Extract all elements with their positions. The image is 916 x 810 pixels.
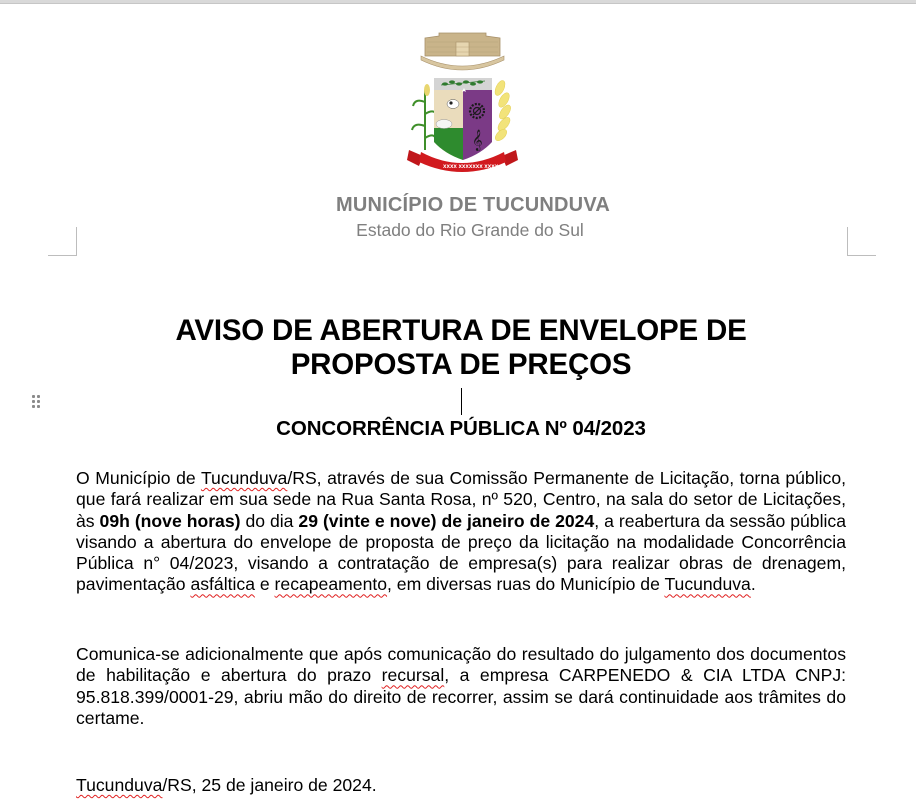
p2-text: , a empresa CARPENEDO & CIA LTDA CNPJ: 95.818.399/0001-29, abriu mão do direito de recorrer, assim se dará continuidade aos trâmites do certame. bbox=[76, 665, 846, 728]
p1-text: O Município de bbox=[76, 468, 201, 488]
p1-text: e bbox=[254, 574, 275, 595]
paragraph-1[interactable] bbox=[76, 468, 846, 596]
p1-bold-time: 09h (nove horas) bbox=[99, 510, 241, 531]
spellcheck-word[interactable]: recursal bbox=[381, 665, 445, 686]
p1-text: , em diversas ruas do Município de bbox=[387, 574, 665, 595]
org-state: Estado do Rio Grande do Sul bbox=[356, 220, 584, 240]
title-line-2: PROPOSTA DE PREÇOS bbox=[290, 348, 632, 381]
document-page[interactable] bbox=[0, 4, 916, 810]
p1-text: /RS, através de sua Comissão Permanente de Licitação, torna público, que fará realizar em sua sede na Rua Santa Rosa, nº 520, Centro, na sala do setor de Licitações, às bbox=[76, 468, 846, 531]
spellcheck-word[interactable]: recapeamento bbox=[274, 574, 388, 595]
text-cursor bbox=[461, 388, 462, 415]
sign-text: /RS, 25 de janeiro de 2024. bbox=[162, 775, 377, 795]
drag-handle-icon[interactable] bbox=[32, 395, 41, 408]
spellcheck-word[interactable]: Tucunduva bbox=[664, 574, 751, 595]
p1-text: do dia bbox=[240, 510, 299, 531]
document-subtitle: CONCORRÊNCIA PÚBLICA Nº 04/2023 bbox=[276, 417, 646, 440]
document-title bbox=[0, 314, 916, 382]
title-line-1: AVISO DE ABERTURA DE ENVELOPE DE bbox=[175, 314, 747, 347]
crop-mark-right bbox=[847, 227, 876, 256]
svg-text:XXXX XXXXXXX XXXX: XXXX XXXXXXX XXXX bbox=[443, 165, 499, 170]
crop-mark-left bbox=[48, 227, 77, 256]
municipal-crest-icon bbox=[405, 32, 520, 174]
spellcheck-word[interactable]: asfáltica bbox=[190, 574, 255, 595]
org-name: MUNICÍPIO DE TUCUNDUVA bbox=[335, 194, 611, 216]
p1-text: , a reabertura da sessão pública visando a abertura do envelope de proposta de preço da licitação na modalidade Concorrência Pública n° 04/2023, visando a contratação de empresa(s) para realizar obras de drenagem, pavimentação bbox=[76, 510, 846, 595]
paragraph-2[interactable] bbox=[76, 644, 846, 729]
signature-date-line[interactable] bbox=[76, 775, 377, 796]
spellcheck-word[interactable]: Tucunduva bbox=[200, 468, 288, 488]
spellcheck-word[interactable]: Tucunduva bbox=[76, 775, 163, 795]
p2-text: Comunica-se adicionalmente que após comunicação do resultado do julgamento dos documentos de habilitação e abertura do prazo bbox=[76, 644, 846, 686]
p1-bold-date: 29 (vinte e nove) de janeiro de 2024 bbox=[298, 510, 595, 531]
p1-text: . bbox=[750, 574, 756, 595]
svg-text:𝄞: 𝄞 bbox=[472, 130, 483, 151]
